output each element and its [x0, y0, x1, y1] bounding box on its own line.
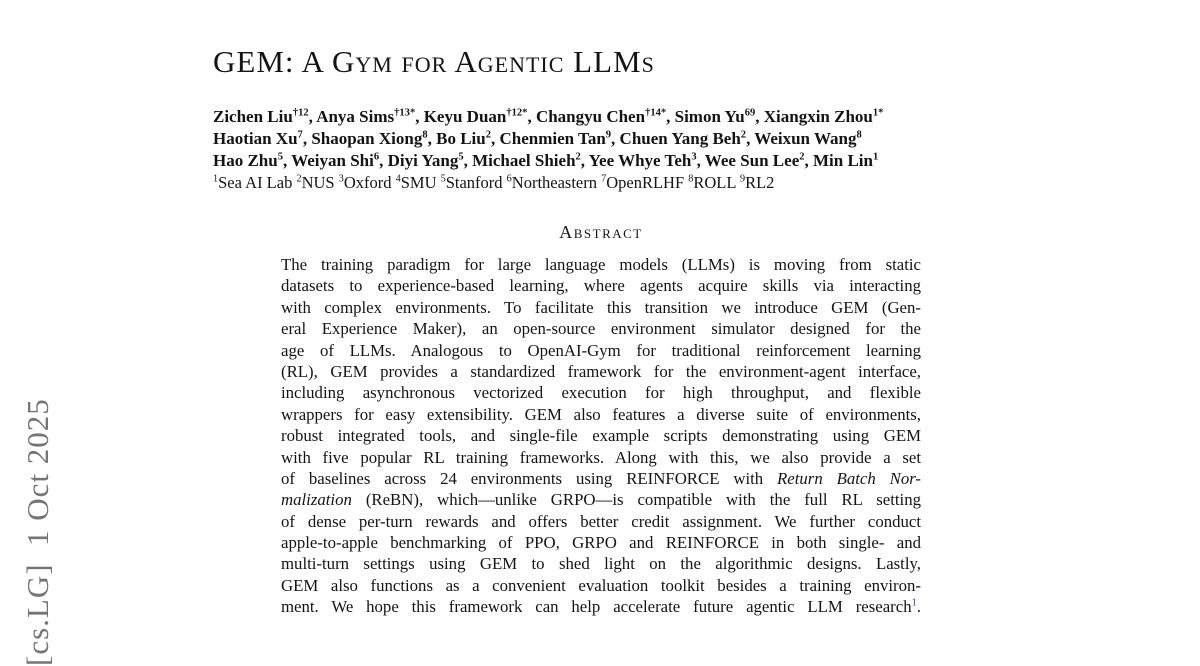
superscript: 9	[605, 129, 612, 141]
affiliation-line	[213, 172, 883, 194]
superscript: †12*	[506, 107, 528, 119]
superscript: 2	[740, 129, 747, 141]
text-run: Northeastern	[511, 173, 602, 192]
text-run: The training paradigm for large language models (LLMs) is moving from static	[281, 255, 921, 274]
superscript: 1*	[872, 107, 884, 119]
author-line	[213, 150, 883, 172]
abstract-body	[281, 254, 921, 618]
abstract-line	[281, 340, 921, 361]
superscript: 2	[485, 129, 491, 141]
text-run: OpenRLHF	[606, 173, 689, 192]
text-run: , Michael Shieh	[463, 151, 576, 170]
text-run: , Weixun Wang	[746, 129, 857, 148]
text-run: Zichen Liu	[213, 107, 293, 126]
text-run: with five popular RL training frameworks. Along with this, we also provide a set	[281, 447, 921, 467]
abstract-line	[281, 404, 921, 425]
superscript: 5	[440, 173, 446, 185]
text-run: ROLL	[693, 173, 740, 192]
abstract-line	[281, 318, 921, 339]
text-run: of baselines across 24 environments using REINFORCE with	[281, 468, 778, 488]
text-run: , Bo Liu	[427, 129, 486, 148]
abstract-line	[281, 382, 921, 403]
abstract-line	[281, 275, 921, 296]
superscript: 5	[277, 151, 283, 163]
superscript: 3	[691, 151, 697, 163]
superscript: †14*	[645, 107, 667, 119]
paper-title: GEM: A Gym for Agentic LLMs	[213, 44, 655, 79]
text-run: datasets to experience-based learning, where agents acquire skills via interacting	[281, 276, 921, 296]
arxiv-stamp: [cs.LG] 1 Oct 2025	[20, 398, 55, 666]
superscript: 1	[213, 173, 219, 185]
text-run: RL2	[745, 173, 775, 192]
text-run: GEM also functions as a convenient evaluation toolkit besides a training environ-	[281, 575, 921, 595]
text-run: SMU	[400, 173, 441, 192]
abstract-line	[281, 447, 921, 468]
superscript: †12	[292, 107, 309, 119]
author-line	[213, 106, 883, 128]
text-run: (ReBN), which—unlike GRPO—is compatible with the full RL setting	[351, 490, 921, 510]
abstract-line	[281, 532, 921, 553]
text-run: with complex environments. To facilitate this transition we introduce GEM (Gen-	[281, 297, 921, 317]
text-run: , Shaopan Xiong	[302, 129, 423, 148]
affiliations	[213, 172, 883, 194]
superscript: 2	[799, 151, 805, 163]
text-run: Oxford	[343, 173, 396, 192]
superscript: 5	[458, 151, 464, 163]
text-run: ment. We hope this framework can help accelerate future agentic LLM research	[281, 597, 912, 617]
text-run: , Chuen Yang Beh	[611, 129, 741, 148]
abstract-line	[281, 361, 921, 382]
text-run: malization	[281, 490, 352, 510]
superscript: 7	[601, 173, 607, 185]
text-run: , Wee Sun Lee	[696, 151, 800, 170]
text-run: Sea AI Lab	[218, 173, 297, 192]
text-run: apple-to-apple benchmarking of PPO, GRPO and REINFORCE in both single- and	[281, 533, 921, 553]
author-block	[213, 106, 883, 194]
text-run: , Weiyan Shi	[283, 151, 374, 170]
superscript: 7	[297, 129, 303, 141]
text-run: NUS	[301, 173, 339, 192]
text-run: , Simon Yu	[666, 107, 745, 126]
text-run: , Yee Whye Teh	[580, 151, 692, 170]
abstract-line	[281, 489, 921, 510]
author-names	[213, 106, 883, 172]
superscript: 1	[873, 151, 879, 163]
superscript: 6	[373, 151, 380, 163]
abstract-line	[281, 596, 921, 617]
author-line	[213, 128, 883, 150]
text-run: Return Batch Nor-	[777, 468, 921, 488]
text-run: .	[916, 597, 921, 617]
abstract-heading: Abstract	[559, 222, 643, 242]
superscript: 9	[739, 173, 746, 185]
text-run: Hao Zhu	[213, 151, 278, 170]
text-run: robust integrated tools, and single-file example scripts demonstrating using GEM	[281, 426, 921, 446]
abstract-line	[281, 468, 921, 489]
superscript: 8	[688, 173, 694, 185]
abstract-line	[281, 425, 921, 446]
abstract-line	[281, 575, 921, 596]
abstract-line	[281, 254, 921, 275]
abstract-line	[281, 511, 921, 532]
superscript: 8	[422, 129, 428, 141]
text-run: of dense per-turn rewards and offers better credit assignment. We further conduct	[281, 511, 921, 531]
superscript: 3	[338, 173, 344, 185]
superscript: 4	[395, 173, 401, 185]
text-run: , Xiangxin Zhou	[755, 107, 873, 126]
superscript: †13*	[394, 107, 416, 119]
superscript: 69	[744, 107, 756, 119]
superscript: 6	[506, 173, 512, 185]
text-run: wrappers for easy extensibility. GEM also features a diverse suite of environments,	[281, 404, 921, 424]
superscript: 2	[575, 151, 581, 163]
superscript: 8	[856, 129, 862, 141]
text-run: , Diyi Yang	[379, 151, 459, 170]
text-run: age of LLMs. Analogous to OpenAI-Gym for traditional reinforcement learning	[281, 340, 921, 360]
footnote-link[interactable]: 1	[911, 597, 917, 609]
text-run: , Anya Sims	[308, 107, 395, 126]
abstract-line	[281, 297, 921, 318]
abstract-line	[281, 553, 921, 574]
text-run: , Min Lin	[804, 151, 873, 170]
text-run: multi-turn settings using GEM to shed light on the algorithmic designs. Lastly,	[281, 554, 921, 574]
text-run: Haotian Xu	[213, 129, 298, 148]
superscript: 2	[296, 173, 302, 185]
text-run: including asynchronous vectorized execution for high throughput, and flexible	[281, 383, 921, 403]
text-run: , Keyu Duan	[415, 107, 507, 126]
text-run: Stanford	[445, 173, 507, 192]
text-run: , Changyu Chen	[527, 107, 646, 126]
text-run: eral Experience Maker), an open-source environment simulator designed for the	[281, 319, 921, 339]
text-run: , Chenmien Tan	[490, 129, 606, 148]
text-run: (RL), GEM provides a standardized framework for the environment-agent interface,	[281, 361, 921, 381]
